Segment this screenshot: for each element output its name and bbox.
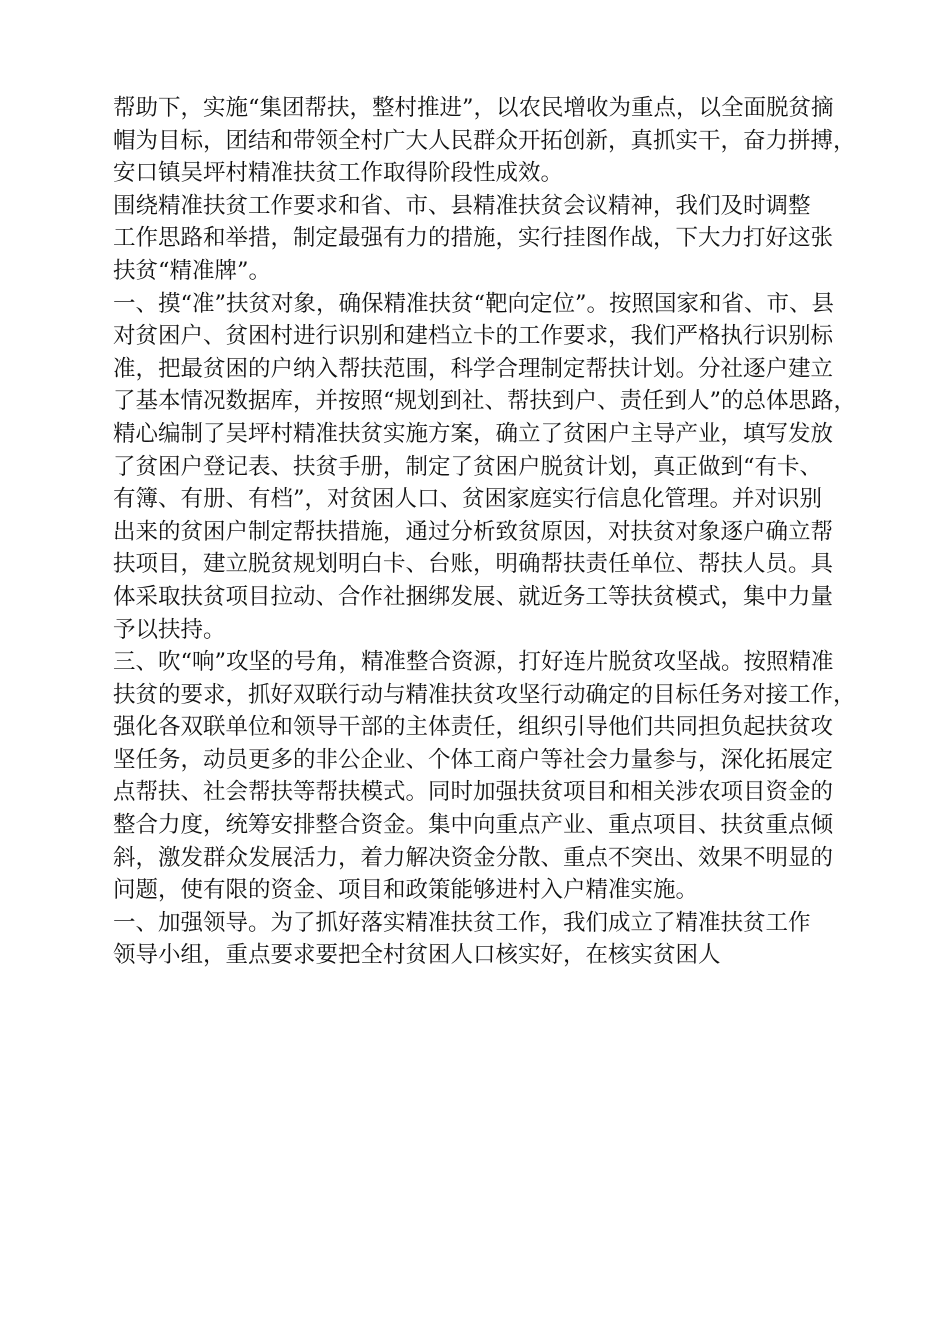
text-line: 予以扶持。 — [113, 616, 226, 643]
text-line: 一、摸“准”扶贫对象，确保精准扶贫“靶向定位”。按照国家和省、市、县 — [113, 290, 835, 317]
text-line: 了基本情况数据库，并按照“规划到社、帮扶到户、责任到人”的总体思路， — [113, 388, 857, 415]
text-line: 三、吹“响”攻坚的号角，精准整合资源，打好连片脱贫攻坚战。按照精准 — [113, 649, 834, 676]
body-text — [113, 92, 873, 972]
text-line: 问题，使有限的资金、项目和政策能够进村入户精准实施。 — [113, 877, 699, 904]
text-line: 扶项目，建立脱贫规划明白卡、台账，明确帮扶责任单位、帮扶人员。具 — [113, 551, 834, 578]
text-line: 体采取扶贫项目拉动、合作社捆绑发展、就近务工等扶贫模式，集中力量 — [113, 583, 834, 610]
text-line: 对贫困户、贫困村进行识别和建档立卡的工作要求，我们严格执行识别标 — [113, 323, 834, 350]
text-line: 有簿、有册、有档”，对贫困人口、贫困家庭实行信息化管理。并对识别 — [113, 486, 823, 513]
text-line: 扶贫“精准牌”。 — [113, 257, 272, 284]
text-line: 准，把最贫困的户纳入帮扶范围，科学合理制定帮扶计划。分社逐户建立 — [113, 355, 834, 382]
text-line: 安口镇吴坪村精准扶贫工作取得阶段性成效。 — [113, 160, 564, 187]
text-line: 强化各双联单位和领导干部的主体责任，组织引导他们共同担负起扶贫攻 — [113, 714, 834, 741]
text-line: 工作思路和举措，制定最强有力的措施，实行挂图作战，下大力打好这张 — [113, 225, 834, 252]
text-line: 坚任务，动员更多的非公企业、个体工商户等社会力量参与，深化拓展定 — [113, 746, 834, 773]
text-line: 围绕精准扶贫工作要求和省、市、县精准扶贫会议精神，我们及时调整 — [113, 192, 811, 219]
text-line: 点帮扶、社会帮扶等帮扶模式。同时加强扶贫项目和相关涉农项目资金的 — [113, 779, 834, 806]
text-line: 出来的贫困户制定帮扶措施，通过分析致贫原因，对扶贫对象逐户确立帮 — [113, 518, 834, 545]
text-line: 斜，激发群众发展活力，着力解决资金分散、重点不突出、效果不明显的 — [113, 844, 834, 871]
text-line: 帮助下，实施“集团帮扶，整村推进”，以农民增收为重点，以全面脱贫摘 — [113, 95, 834, 121]
text-line: 一、加强领导。为了抓好落实精准扶贫工作，我们成立了精准扶贫工作 — [113, 909, 811, 936]
text-line: 了贫困户登记表、扶贫手册，制定了贫困户脱贫计划，真正做到“有卡、 — [113, 453, 823, 480]
text-line: 精心编制了吴坪村精准扶贫实施方案，确立了贫困户主导产业，填写发放 — [113, 420, 834, 447]
text-line: 领导小组，重点要求要把全村贫困人口核实好，在核实贫困人 — [113, 942, 721, 969]
text-line: 扶贫的要求，抓好双联行动与精准扶贫攻坚行动确定的目标任务对接工作， — [113, 681, 856, 708]
text-line: 帽为目标，团结和带领全村广大人民群众开拓创新，真抓实干，奋力拼搏， — [113, 127, 856, 154]
text-line: 整合力度，统筹安排整合资金。集中向重点产业、重点项目、扶贫重点倾 — [113, 812, 834, 839]
